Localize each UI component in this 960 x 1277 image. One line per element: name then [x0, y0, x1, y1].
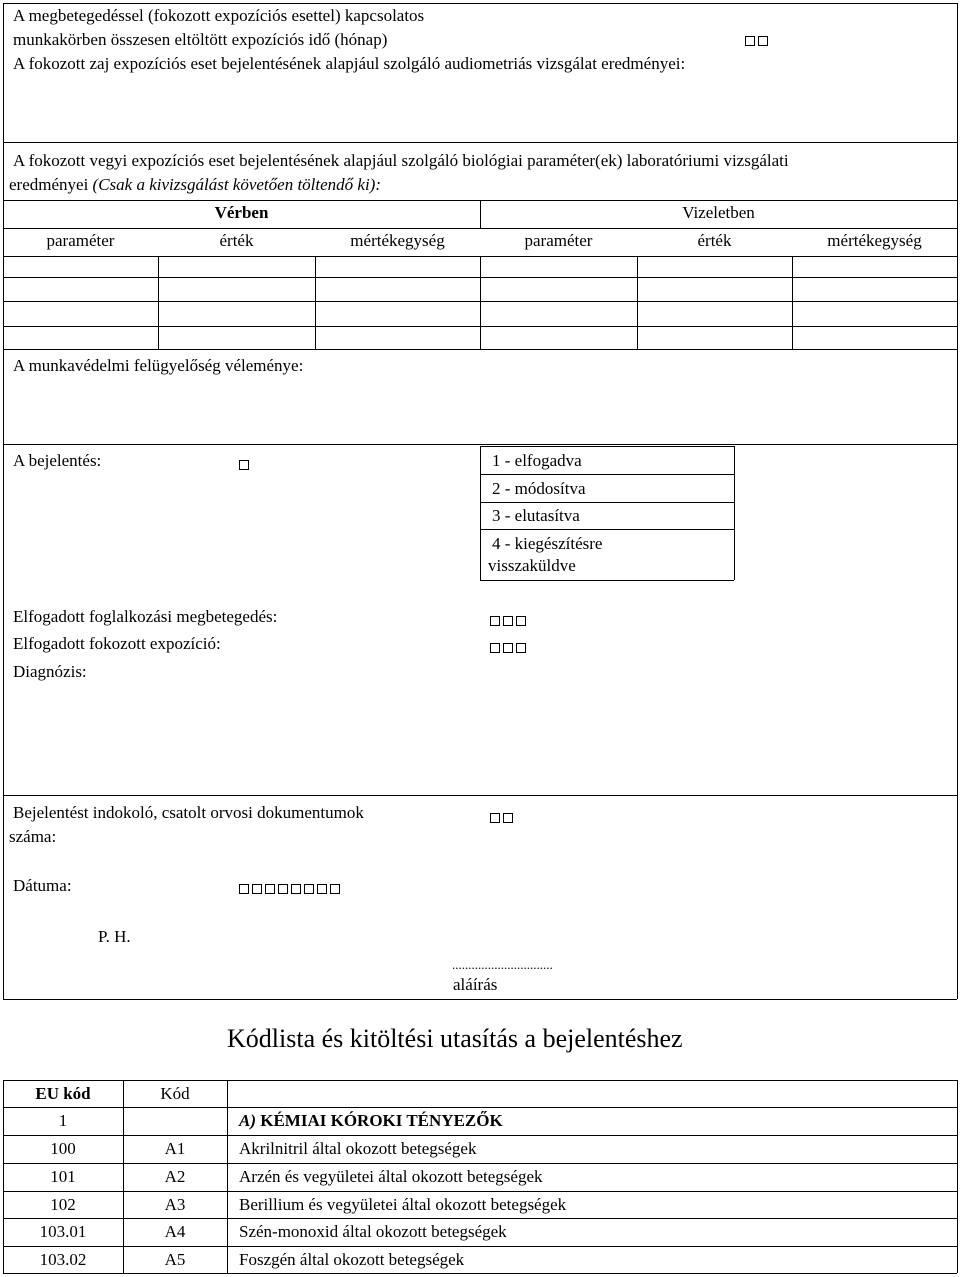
eu-code-cell: 103.02 — [39, 1250, 87, 1269]
col-value-blood: érték — [219, 231, 254, 250]
eu-code-cell: 103.01 — [39, 1222, 87, 1241]
opinion-label: A munkavédelmi felügyelőség véleménye: — [13, 356, 304, 375]
bio-label-line2: eredményei (Csak a kivizsgálást követően töltendő ki): — [9, 175, 381, 194]
option-rejected[interactable]: 3 - elutasítva — [492, 506, 580, 525]
code-cell: A1 — [164, 1139, 186, 1158]
col-param-urine: paraméter — [524, 231, 593, 250]
code-cell: A2 — [164, 1167, 186, 1186]
exposure-time-boxes[interactable] — [745, 36, 771, 46]
eu-code-cell: 101 — [50, 1167, 76, 1186]
exposure-time-line1: A megbetegedéssel (fokozott expozíciós esettel) kapcsolatos — [13, 6, 425, 25]
heading-eu-code: 1 — [58, 1111, 68, 1130]
lab-row[interactable] — [3, 278, 957, 301]
audiometry-label: A fokozott zaj expozíciós eset bejelentésének alapjául szolgáló audiometriás vizsgálat eredményei: — [13, 54, 686, 73]
eu-code-cell: 102 — [50, 1195, 76, 1214]
accepted-disease-label: Elfogadott foglalkozási megbetegedés: — [13, 607, 278, 626]
col-param-blood: paraméter — [46, 231, 115, 250]
eu-code-cell: 100 — [50, 1139, 76, 1158]
option-modified[interactable]: 2 - módosítva — [492, 479, 586, 498]
col-unit-urine: mértékegység — [827, 231, 922, 250]
header-eu-code: EU kód — [35, 1084, 91, 1103]
report-box[interactable] — [239, 460, 252, 470]
signature-label: aláírás — [453, 975, 498, 994]
heading-chemical: A) KÉMIAI KÓROKI TÉNYEZŐK — [239, 1111, 503, 1130]
docs-label-line2: száma: — [9, 827, 57, 846]
stamp-label: P. H. — [98, 927, 131, 946]
date-label: Dátuma: — [13, 876, 72, 895]
diagnosis-label: Diagnózis: — [13, 662, 87, 681]
date-boxes[interactable] — [239, 884, 343, 894]
option-accepted[interactable]: 1 - elfogadva — [492, 451, 582, 470]
report-label: A bejelentés: — [13, 451, 102, 470]
description-cell: Akrilnitril által okozott betegségek — [239, 1139, 477, 1158]
signature-line[interactable]: ............................... — [452, 957, 553, 972]
option-returned-cont: visszaküldve — [488, 556, 576, 575]
code-cell: A5 — [164, 1250, 186, 1269]
description-cell: Berillium és vegyületei által okozott betegségek — [239, 1195, 567, 1214]
code-list-title: Kódlista és kitöltési utasítás a bejelentéshez — [227, 1024, 683, 1053]
lab-row[interactable] — [3, 302, 957, 326]
docs-label-line1: Bejelentést indokoló, csatolt orvosi dokumentumok — [13, 803, 364, 822]
lab-row[interactable] — [3, 327, 957, 349]
col-value-urine: érték — [697, 231, 732, 250]
col-unit-blood: mértékegység — [350, 231, 445, 250]
option-returned[interactable]: 4 - kiegészítésre — [492, 534, 603, 553]
description-cell: Foszgén által okozott betegségek — [239, 1250, 465, 1269]
code-cell: A3 — [164, 1195, 186, 1214]
code-cell: A4 — [164, 1222, 186, 1241]
bio-label-line1: A fokozott vegyi expozíciós eset bejelentésének alapjául szolgáló biológiai paraméter(ek) laboratóriumi vizsgálati — [13, 151, 789, 170]
accepted-exposure-label: Elfogadott fokozott expozíció: — [13, 634, 221, 653]
accepted-exposure-boxes[interactable] — [490, 643, 529, 653]
urine-header: Vizeletben — [682, 203, 755, 222]
docs-count-boxes[interactable] — [490, 813, 516, 823]
description-cell: Szén-monoxid által okozott betegségek — [239, 1222, 507, 1241]
blood-header: Vérben — [214, 203, 269, 222]
lab-row[interactable] — [3, 257, 957, 277]
description-cell: Arzén és vegyületei által okozott betegségek — [239, 1167, 543, 1186]
accepted-disease-boxes[interactable] — [490, 616, 529, 626]
exposure-time-line2: munkakörben összesen eltöltött expozíciós idő (hónap) — [13, 30, 388, 49]
header-code: Kód — [160, 1084, 190, 1103]
